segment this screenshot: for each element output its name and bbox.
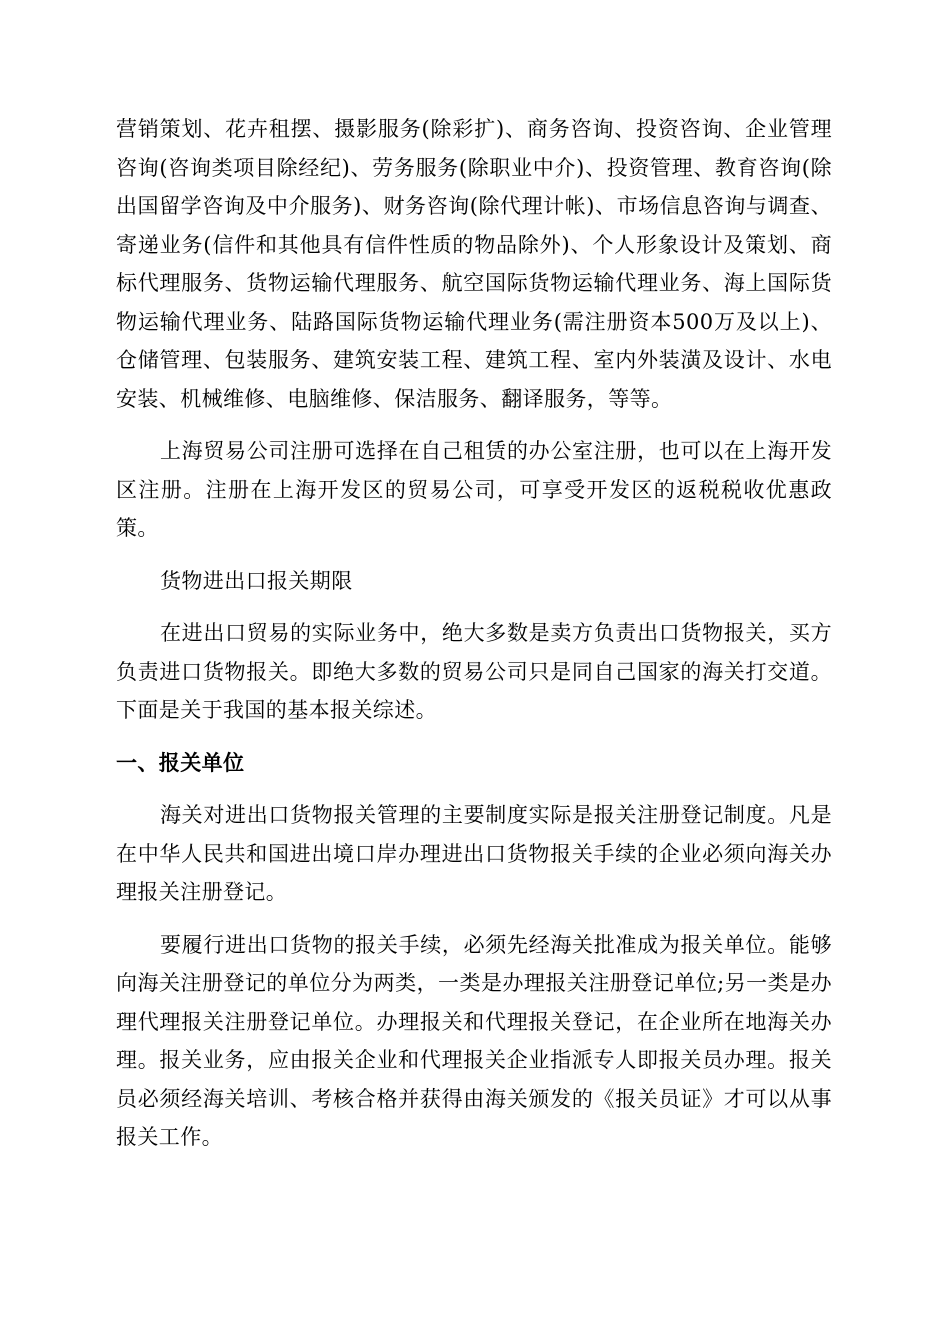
business-scope-paragraph: 营销策划、花卉租摆、摄影服务(除彩扩)、商务咨询、投资咨询、企业管理咨询(咨询类项目除经纪)、劳务服务(除职业中介)、投资管理、教育咨询(除出国留学咨询及中介服务)、财务咨询(除代理计帐)、市场信息咨询与调查、寄递业务(信件和其他具有信件性质的物品除外)、个人形象设计及策划、商标代理服务、货物运输代理服务、航空国际货物运输代理业务、海上国际货物运输代理业务、陆路国际货物运输代理业务(需注册资本500万及以上)、仓储管理、包装服务、建筑安装工程、建筑工程、室内外装潢及设计、水电安装、机械维修、电脑维修、保洁服务、翻译服务，等等。 (116, 117, 832, 411)
customs-procedure-paragraph: 要履行进出口货物的报关手续，必须先经海关批准成为报关单位。能够向海关注册登记的单位分为两类，一类是办理报关注册登记单位;另一类是办理代理报关注册登记单位。办理报关和代理报关登记，在企业所在地海关办理。报关业务，应由报关企业和代理报关企业指派专人即报关员办理。报关员必须经海关培训、考核合格并获得由海关颁发的《报关员证》才可以从事报关工作。 (116, 932, 832, 1149)
registration-paragraph: 上海贸易公司注册可选择在自己租赁的办公室注册，也可以在上海开发区注册。注册在上海开发区的贸易公司，可享受开发区的返税税收优惠政策。 (116, 439, 832, 540)
trade-practice-paragraph: 在进出口贸易的实际业务中，绝大多数是卖方负责出口货物报关，买方负责进口货物报关。即绝大多数的贸易公司只是同自己国家的海关打交道。下面是关于我国的基本报关综述。 (116, 621, 832, 722)
document-body (116, 110, 832, 1157)
customs-deadline-subtitle: 货物进出口报关期限 (160, 568, 353, 593)
section-heading-customs-unit: 一、报关单位 (116, 750, 245, 775)
registration-system-paragraph: 海关对进出口货物报关管理的主要制度实际是报关注册登记制度。凡是在中华人民共和国进出境口岸办理进出口货物报关手续的企业必须向海关办理报关注册登记。 (116, 803, 832, 904)
